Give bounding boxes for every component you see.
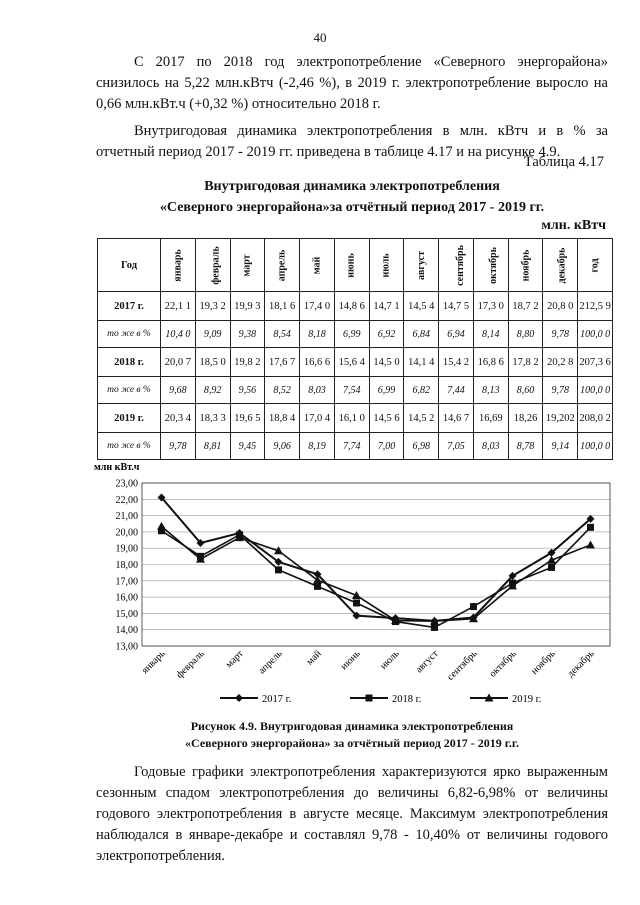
y-tick-label: 17,00 — [115, 576, 138, 588]
table-cell: 7,74 — [334, 433, 369, 460]
table-cell: 8,14 — [473, 321, 508, 348]
series-line — [162, 526, 591, 621]
table-cell: 14,5 0 — [369, 348, 404, 377]
header-month: май — [300, 239, 335, 292]
table-number: Таблица 4.17 — [523, 154, 604, 170]
table-cell: 10,4 0 — [161, 321, 196, 348]
table-cell: 6,98 — [404, 433, 439, 460]
table-cell: 17,3 0 — [473, 292, 508, 321]
table-cell: 17,8 2 — [508, 348, 543, 377]
table-cell: 6,84 — [404, 321, 439, 348]
table-cell: 18,7 2 — [508, 292, 543, 321]
x-tick-label: февраль — [174, 648, 207, 681]
table-cell: 16,1 0 — [334, 404, 369, 433]
x-tick-label: май — [304, 648, 324, 668]
table-cell: 6,99 — [369, 377, 404, 404]
legend-label: 2018 г. — [392, 694, 422, 705]
table-cell: 9,56 — [230, 377, 265, 404]
header-month: ноябрь — [508, 239, 543, 292]
data-point — [587, 524, 594, 531]
table-cell: 20,8 0 — [543, 292, 578, 321]
x-tick-label: сентябрь — [445, 648, 480, 683]
table-cell: 9,78 — [543, 321, 578, 348]
paragraph-3: Годовые графики электропотребления характеризуются ярко выраженным сезонным спадом электропотребления до величины 6,82-6,98% от величины годового электропотребления в августе месяце. Максимум электропотребления наблюдался в январе-декабре и составлял 9,78 - 10,40% от величины годового электропотребления. — [96, 764, 608, 864]
y-tick-label: 19,00 — [115, 543, 138, 555]
y-tick-label: 23,00 — [115, 478, 138, 490]
table-cell: 8,80 — [508, 321, 543, 348]
table-cell: 212,5 9 — [578, 292, 613, 321]
table-cell: 7,00 — [369, 433, 404, 460]
y-tick-label: 20,00 — [115, 527, 138, 539]
table-unit: млн. кВтч — [541, 218, 606, 233]
table-cell: 8,03 — [473, 433, 508, 460]
consumption-table — [97, 238, 613, 460]
header-month: март — [230, 239, 265, 292]
header-month: январь — [161, 239, 196, 292]
table-cell: 17,0 4 — [300, 404, 335, 433]
x-tick-label: август — [413, 648, 441, 676]
row-label: то же в % — [98, 321, 161, 348]
table-cell: 19,9 3 — [230, 292, 265, 321]
data-point — [275, 566, 282, 573]
header-year: Год — [98, 239, 161, 292]
header-month: декабрь — [543, 239, 578, 292]
table-cell: 19,202 — [543, 404, 578, 433]
figure-caption-line-1: Рисунок 4.9. Внутригодовая динамика электропотребления — [190, 719, 514, 733]
x-tick-label: апрель — [256, 648, 285, 677]
table-cell: 16,6 6 — [300, 348, 335, 377]
table-cell: 8,13 — [473, 377, 508, 404]
table-row — [98, 377, 613, 404]
table-cell: 8,92 — [195, 377, 230, 404]
table-cell: 9,09 — [195, 321, 230, 348]
series-line — [162, 498, 591, 621]
legend-label: 2017 г. — [262, 694, 292, 705]
consumption-line-chart — [92, 458, 622, 713]
table-cell: 18,8 4 — [265, 404, 300, 433]
table-cell: 18,1 6 — [265, 292, 300, 321]
data-point — [314, 583, 321, 590]
legend-marker — [366, 695, 373, 702]
x-tick-label: июнь — [338, 648, 363, 673]
table-cell: 8,18 — [300, 321, 335, 348]
table-cell: 14,5 2 — [404, 404, 439, 433]
table-cell: 8,03 — [300, 377, 335, 404]
data-point — [157, 522, 166, 530]
table-cell: 20,0 7 — [161, 348, 196, 377]
table-cell: 9,78 — [161, 433, 196, 460]
table-cell: 15,6 4 — [334, 348, 369, 377]
x-tick-label: март — [223, 648, 246, 671]
y-tick-label: 21,00 — [115, 511, 138, 523]
header-month: апрель — [265, 239, 300, 292]
table-cell: 9,68 — [161, 377, 196, 404]
table-cell: 19,8 2 — [230, 348, 265, 377]
table-cell: 8,19 — [300, 433, 335, 460]
table-row — [98, 348, 613, 377]
table-cell: 17,6 7 — [265, 348, 300, 377]
row-label: то же в % — [98, 433, 161, 460]
legend-marker — [235, 694, 243, 702]
table-cell: 8,54 — [265, 321, 300, 348]
x-tick-label: июль — [378, 648, 402, 672]
table-cell: 6,92 — [369, 321, 404, 348]
table-cell: 20,2 8 — [543, 348, 578, 377]
data-point — [470, 603, 477, 610]
paragraph-1: С 2017 по 2018 год электропотребление «Северного энергорайона» снизилось на 5,22 млн.кВтч (-2,46 %), в 2019 г. электропотребление выросло на 0,66 млн.кВт.ч (+0,32 %) относительно 2018 г. — [96, 54, 608, 112]
table-cell: 18,3 3 — [195, 404, 230, 433]
header-month: июнь — [334, 239, 369, 292]
table-cell: 9,78 — [543, 377, 578, 404]
table-cell: 208,0 2 — [578, 404, 613, 433]
table-cell: 100,0 0 — [578, 433, 613, 460]
table-cell: 6,82 — [404, 377, 439, 404]
y-tick-label: 13,00 — [115, 641, 138, 653]
row-label: то же в % — [98, 377, 161, 404]
table-cell: 7,54 — [334, 377, 369, 404]
page-number: 40 — [313, 30, 327, 45]
table-cell: 14,8 6 — [334, 292, 369, 321]
intro-paragraph — [96, 52, 608, 163]
header-total: год — [578, 239, 613, 292]
table-row — [98, 321, 613, 348]
table-cell: 100,0 0 — [578, 377, 613, 404]
header-month: февраль — [195, 239, 230, 292]
table-cell: 9,38 — [230, 321, 265, 348]
x-tick-label: ноябрь — [529, 648, 558, 677]
data-point — [353, 599, 360, 606]
table-cell: 8,81 — [195, 433, 230, 460]
table-cell: 20,3 4 — [161, 404, 196, 433]
table-cell: 15,4 2 — [439, 348, 474, 377]
y-tick-label: 22,00 — [115, 494, 138, 506]
figure-caption — [96, 718, 608, 752]
paragraph-2: Внутригодовая динамика электропотребления в млн. кВтч и в % за отчетный период 2017 - 2019 гг. приведена в таблице 4.17 и на рисунке 4.9. — [96, 123, 608, 160]
table-header-row — [98, 239, 613, 292]
table-cell: 9,06 — [265, 433, 300, 460]
row-label: 2017 г. — [98, 292, 161, 321]
header-month: октябрь — [473, 239, 508, 292]
x-tick-label: декабрь — [565, 648, 597, 680]
y-tick-label: 18,00 — [115, 560, 138, 571]
data-point — [586, 540, 595, 548]
table-cell: 18,26 — [508, 404, 543, 433]
table-title-line-2: «Северного энергорайона»за отчётный период 2017 - 2019 гг. — [159, 200, 545, 215]
y-tick-label: 16,00 — [115, 592, 138, 604]
header-month: сентябрь — [439, 239, 474, 292]
x-tick-label: январь — [139, 648, 168, 677]
table-cell: 6,94 — [439, 321, 474, 348]
table-cell: 7,44 — [439, 377, 474, 404]
header-month: август — [404, 239, 439, 292]
table-cell: 8,60 — [508, 377, 543, 404]
table-title-line-1: Внутригодовая динамика электропотребления — [204, 179, 500, 194]
data-point — [431, 624, 438, 631]
table-cell: 8,52 — [265, 377, 300, 404]
data-point — [548, 564, 555, 571]
legend-label: 2019 г. — [512, 694, 542, 705]
figure-caption-line-2: «Северного энергорайона» за отчётный период 2017 - 2019 г.г. — [185, 736, 519, 750]
y-tick-label: 15,00 — [115, 608, 138, 620]
table-cell: 14,6 7 — [439, 404, 474, 433]
x-tick-label: октябрь — [487, 648, 519, 680]
row-label: 2019 г. — [98, 404, 161, 433]
table-cell: 9,14 — [543, 433, 578, 460]
table-cell: 14,5 4 — [404, 292, 439, 321]
table-title — [96, 176, 608, 218]
y-axis-label: млн кВт.ч — [94, 462, 140, 473]
table-cell: 19,6 5 — [230, 404, 265, 433]
table-cell: 207,3 6 — [578, 348, 613, 377]
table-cell: 8,78 — [508, 433, 543, 460]
table-cell: 19,3 2 — [195, 292, 230, 321]
table-row — [98, 292, 613, 321]
table-cell: 16,69 — [473, 404, 508, 433]
table-cell: 100,0 0 — [578, 321, 613, 348]
header-month: июль — [369, 239, 404, 292]
table-cell: 14,1 4 — [404, 348, 439, 377]
table-cell: 9,45 — [230, 433, 265, 460]
conclusion-paragraph — [96, 762, 608, 867]
table-cell: 22,1 1 — [161, 292, 196, 321]
table-row — [98, 433, 613, 460]
table-cell: 18,5 0 — [195, 348, 230, 377]
table-cell: 7,05 — [439, 433, 474, 460]
y-tick-label: 14,00 — [115, 625, 138, 637]
row-label: 2018 г. — [98, 348, 161, 377]
table-cell: 6,99 — [334, 321, 369, 348]
table-cell: 14,7 1 — [369, 292, 404, 321]
table-cell: 16,8 6 — [473, 348, 508, 377]
table-cell: 17,4 0 — [300, 292, 335, 321]
table-row — [98, 404, 613, 433]
table-cell: 14,5 6 — [369, 404, 404, 433]
table-cell: 14,7 5 — [439, 292, 474, 321]
